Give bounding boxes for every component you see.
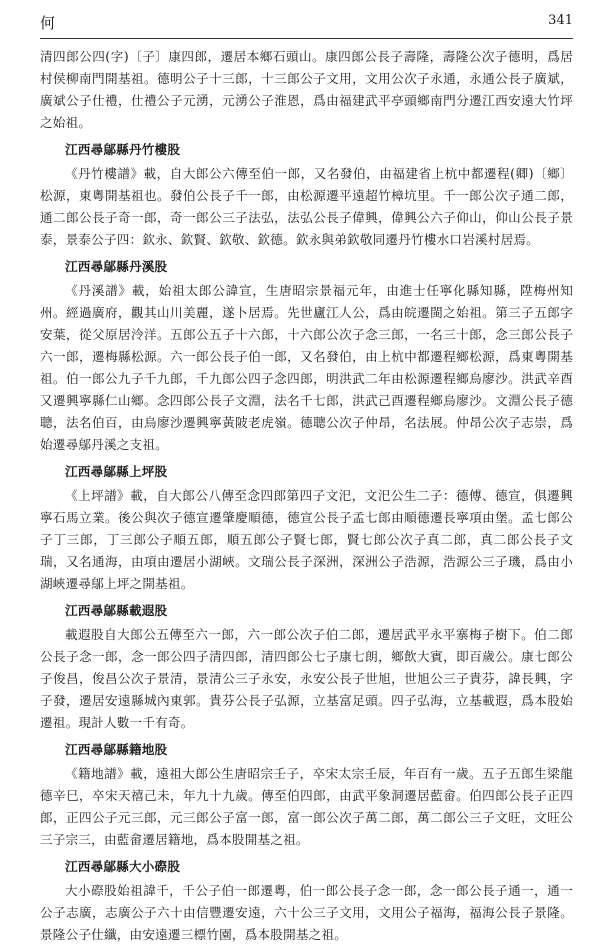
page-body: [40, 46, 573, 946]
running-head-surname: 何: [40, 14, 56, 32]
page-number: 341: [548, 13, 573, 28]
section-heading: 江西尋鄔縣籍地股: [65, 742, 168, 757]
section-heading: 江西尋鄔縣丹溪股: [65, 259, 168, 274]
section-heading: 江西尋鄔縣大小磜股: [65, 859, 181, 874]
body-paragraph: 清四郎公四(字)〔子〕康四郎，遷居本鄉石頭山。康四郎公長子壽隆，壽隆公次子德明，爲居村侯柳南門開基祖。德明公子十三郎，十三郎公子文用，文用公次子永通，永通公長子廣斌，廣斌公子仕禮，仕禮公子元湧，元湧公子淮恩，爲由福建武平亭頭鄉南門分遷江西安遠大竹坪之始祖。: [40, 49, 573, 130]
section-heading: 江西尋鄔縣上坪股: [65, 464, 168, 479]
body-paragraph: 《籍地譜》載，遠祖大郎公生唐昭宗壬子，卒宋太宗壬辰，年百有一歲。五子五郎生梁龍德辛巳，卒宋天禧己未，年九十九歲。傳至伯四郎，由武平象洞遷居藍畲。伯四郎公長子正四郎，正四公子元三郎，元三郎公子富一郎，富一郎公次子萬二郎，萬二郎公三子文旺，文旺公三子宗三，由藍畲遷居籍地，爲本股開基之祖。: [40, 766, 573, 847]
body-paragraph: 大小磜股始祖諱千，千公子伯一郎遷粵，伯一郎公長子念一郎，念一郎公長子通一，通一公子志廣，志廣公子六十由信豐遷安遠，六十公三子文用，文用公子福海，福海公長子景隆。景隆公子仕纖，由安遠遷三標竹園，爲本股開基之祖。: [40, 883, 573, 942]
header-rule: [40, 38, 573, 39]
body-paragraph: 《上坪譜》載，自大郎公八傳至念四郎第四子文汜，文汜公生二子：德傅、德宣，俱遷興寧石馬立業。後公與次子德宣遷肇慶順德，德宣公長子孟七郎由順德遷長寧項由堡。孟七郎公子丁三郎，丁三郎公子順五郎，順五郎公子賢七郎，賢七郎公次子真二郎，真二郎公長子文瑞，又名通海，由項由遷居小湖峽。文瑞公長子深洲，深洲公子浩源，浩源公三子璣，爲由小湖峽遷尋鄔上坪之開基祖。: [40, 488, 573, 591]
section-heading: 江西尋鄔縣載遐股: [65, 603, 168, 618]
page-header: [40, 12, 573, 34]
body-paragraph: 《丹溪譜》載，始祖太郎公諱宣，生唐昭宗景福元年，由進士任寧化縣知縣，陞梅州知州。經過廣府，觀其山川美麗，遂卜居焉。先世廬江人公，爲由皖遷閩之始祖。第三子五郎字安葉，從父原居泠洋。五郎公五子十六郎，十六郎公次子念三郎，一名三十郎，念三郎公長子六一郎，遷梅縣松源。六一郎公長子伯一郎，又名發伯，由上杭中都遷程鄉松源，爲東粵開基祖。伯一郎公九子千九郎，千九郎公四子念四郎，明洪武二年由松源遷程鄉烏廖沙。洪武辛酉又遷興寧縣仁山鄉。念四郎公長子文淵，法名千七郎，洪武己酉遷程鄉烏廖沙。文淵公長子德聰，法名伯百，由烏廖沙遷興寧黃陂老虎嶺。德聰公次子仲昂，名法展。仲昂公次子志崇，爲始遷尋鄔丹溪之支祖。: [40, 283, 573, 452]
body-paragraph: 《丹竹樓譜》載，自大郎公六傳至伯一郎，又名發伯，由福建省上杭中都遷程(卿)〔鄉〕松源，東粵開基祖也。發伯公長子千一郎，由松源遷平遠超竹樟坑里。千一郎公次子通二郎，通二郎公長子奇一郎，奇一郎公三子法弘，法弘公長子偉興，偉興公六子仰山，仰山公長子景泰，景泰公子四：欽永、欽賢、欽敬、欽德。欽永與弟欽敬同遷丹竹樓水口岩溪村居焉。: [40, 166, 573, 247]
section-heading: 江西尋鄔縣丹竹樓股: [65, 142, 181, 157]
body-paragraph: 載遐股自大郎公五傳至六一郎，六一郎公次子伯二郎，遷居武平永平寨梅子樹下。伯二郎公長子念一郎，念一郎公四子清四郎，清四郎公七子康七朗，鄉飲大賓，即百歲公。康七郎公子俊昌，俊昌公次子景清，景清公三子永安，永安公長子世旭，世旭公三子貴芬，諱長興，字子發，遷居安遠縣城內東郭。貴芬公長子弘源，立基富足頭。四子弘海，立基載遐，爲本股始遷祖。現計人數一千有奇。: [40, 627, 573, 730]
